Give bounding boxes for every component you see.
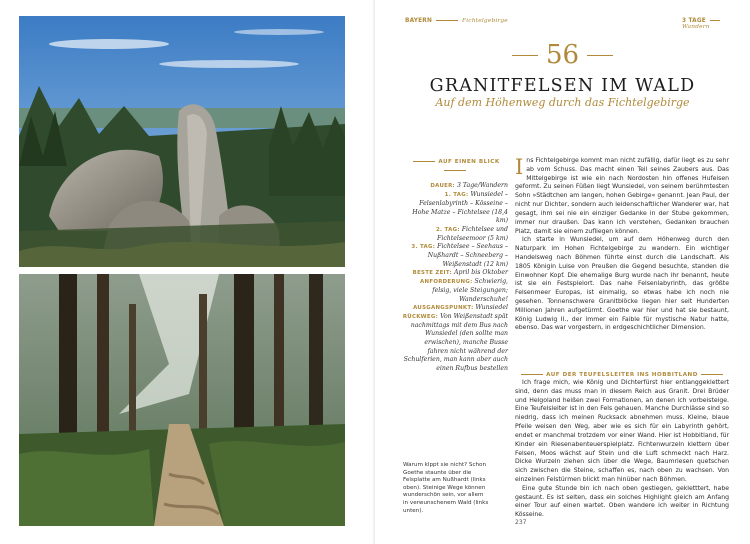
info-value: Wunsiedel — [475, 304, 508, 312]
info-label: DAUER: — [430, 183, 456, 190]
granite-rocks-photo — [19, 16, 345, 267]
info-rule-right — [444, 170, 466, 171]
tour-number-row — [375, 40, 750, 70]
info-label: 3. TAG: — [411, 244, 436, 251]
info-label: AUSGANGSPUNKT: — [413, 305, 474, 312]
header-rule — [710, 20, 720, 21]
info-item — [402, 304, 508, 313]
paragraph: Eine gute Stunde bin ich nach oben gestiegen, gekletttert, habe gestaunt. Es ist selten, dass ein solches Highlight gleich am Anfang einer Tour auf einen wartet. Oben wandere ich weiter in Richtung Kösseine. — [515, 484, 729, 519]
paragraph-text: ns Fichtelgebirge kommt man nicht zufällig, dafür liegt es zu sehr ab vom Schuss. Das macht einen Teil seines Zaubers aus. Das Mittelgebirge ist wie ein nach Nordosten hin offenes Hufeisen geformt. Zu seinen Füßen liegt Wunsiedel, von seinem berühmtesten Sohn »Städtchen am langen, hohen Gebirge« genannt. Jean Paul, der nicht nur Dichter, sondern auch leidenschaftlicher Wanderer war, hat gesagt, ihm sei nie ein einziger Gedanke in der Stube gekommen, immer nur draußen. Das kann ich verstehen, Gedanken brauchen Platz, damit sie einem zufliegen können. — [515, 157, 729, 235]
body-text-intro — [515, 157, 729, 333]
info-label: RÜCKWEG: — [402, 313, 439, 320]
paragraph — [515, 157, 729, 236]
info-label: 1. TAG: — [444, 192, 469, 199]
info-item — [402, 226, 508, 243]
info-item — [402, 191, 508, 226]
paragraph: Ich starte in Wunsiedel, um auf dem Höhenweg durch den Naturpark im Hohen Fichtelgebirge zu wandern. Ein wichtiger Handelsweg nach Böhmen führte einst durch die Landschaft. Als 1805 Königin Luise von Preußen die Gegend besuchte, standen die Einwohner Kopf. Die ehemalige Burg wurde nach ihr benannt, heute ist sie ein Festspielort. Das nahe Felsenlabyrinth, das größte Felsenmeer Europas, ist einmalig, so etwas habe ich noch nie gesehen. Tonnenschwere Granitblöcke liegen hier seit Hunderten Millionen Jahren aufgetürmt. Goethe war hier und hat sie bestaunt, König Ludwig II., der immer ein Faible für mystische Natur hatte, ebenso. Das war vorgestern, in erdgeschichtlicher Dimension. — [515, 236, 729, 332]
tour-number: 56 — [545, 40, 580, 70]
header-days: 3 TAGE — [682, 18, 706, 24]
page-number: 237 — [515, 519, 527, 526]
info-label: 2. TAG: — [435, 226, 460, 233]
info-item — [402, 182, 508, 191]
info-heading — [402, 158, 508, 175]
info-value: April bis Oktober — [453, 269, 508, 277]
header-subregion: Fichtelgebirge — [462, 18, 508, 24]
info-value: Schwierig, felsig, viele Steigungen; Wanderschuhe! — [432, 278, 508, 303]
info-rule-left — [413, 161, 435, 162]
info-item — [402, 278, 508, 304]
section-heading — [515, 372, 729, 378]
photo-caption: Warum klppt sie nicht? Schon Goethe staunte über die Felsplatte am Nußhardt (links oben). Steinige Wege können wunderschön sein, vor allem in verwunschenem Wald (links unten). — [403, 462, 489, 514]
page-title: GRANITFELSEN IM WALD — [429, 76, 696, 96]
info-item — [402, 269, 508, 278]
info-value: Wunsiedel – Felsenlabyrinth – Kösseine – Hohe Matze – Fichtelsee (18,4 km) — [412, 191, 508, 225]
header-region: BAYERN — [405, 18, 433, 24]
info-value: Fichtelsee und Fichtelseemoor (5 km) — [437, 225, 508, 242]
section-rule-right — [701, 374, 723, 375]
info-label: BESTE ZEIT: — [412, 270, 453, 277]
forest-path-photo — [19, 274, 345, 526]
running-header-right — [682, 18, 750, 30]
drop-cap: I — [515, 155, 524, 179]
header-category: Wandern — [682, 24, 710, 30]
number-rule-left — [512, 55, 538, 56]
running-header-left — [405, 18, 508, 24]
body-text-section — [515, 379, 729, 520]
header-rule — [436, 20, 458, 21]
info-label: ANFORDERUNG: — [420, 279, 473, 286]
info-value: Von Weißenstadt spät nachmittags mit dem Bus nach Wunsiedel (den sollte man erwischen), manche Busse fahren nicht während der Schulferien, man kann aber auch einen Rufbus bestellen — [403, 312, 508, 373]
section-rule-left — [521, 374, 543, 375]
info-item — [402, 313, 508, 374]
page-subtitle: Auf dem Höhenweg durch das Fichtelgebirge — [435, 96, 690, 109]
info-box — [402, 158, 508, 374]
info-value: Fichtelsee – Seehaus – Nußhardt – Schneeberg – Weißenstadt (12 km) — [427, 243, 508, 268]
paragraph: Ich frage mich, wie König und Dichterfürst hier entlanggeklettert sind, denn das muss man in diesem Reich aus Granit. Drei Brüder und Helgoland heißen zwei Formationen, an denen ich vorbeisteige. Eine Teufelsleiter ist in den Fels gehauen. Manche Durchlässe sind so niedrig, dass ich meinen Rucksack abnehmen muss. Kleine, blaue Pfeile weisen den Weg, aber wie es sich für ein Labyrinth gehört, endet er manchmal trotzdem vor einer Wand. Hier ist Hobbitland, für Kinder ein Riesenabenteuerspielplatz. Fichtenwurzeln klettern über Felsen, Moos wächst auf Stein und die Luft schmeckt nach Harz. Dicke Wurzeln ziehen sich über die Wege, Baumriesen quetschen sich zwischen die Steine, schaffen es, nach oben zu wachsen. Von einzelnen Felstürmen blickt man hinüber nach Böhmen. — [515, 379, 729, 483]
section-heading-text: AUF DER TEUFELSLEITER INS HOBBITLAND — [546, 372, 698, 378]
number-rule-right — [587, 55, 613, 56]
info-heading-text: AUF EINEN BLICK — [438, 159, 500, 165]
info-value: 3 Tage/Wandern — [456, 182, 508, 190]
info-item — [402, 243, 508, 269]
